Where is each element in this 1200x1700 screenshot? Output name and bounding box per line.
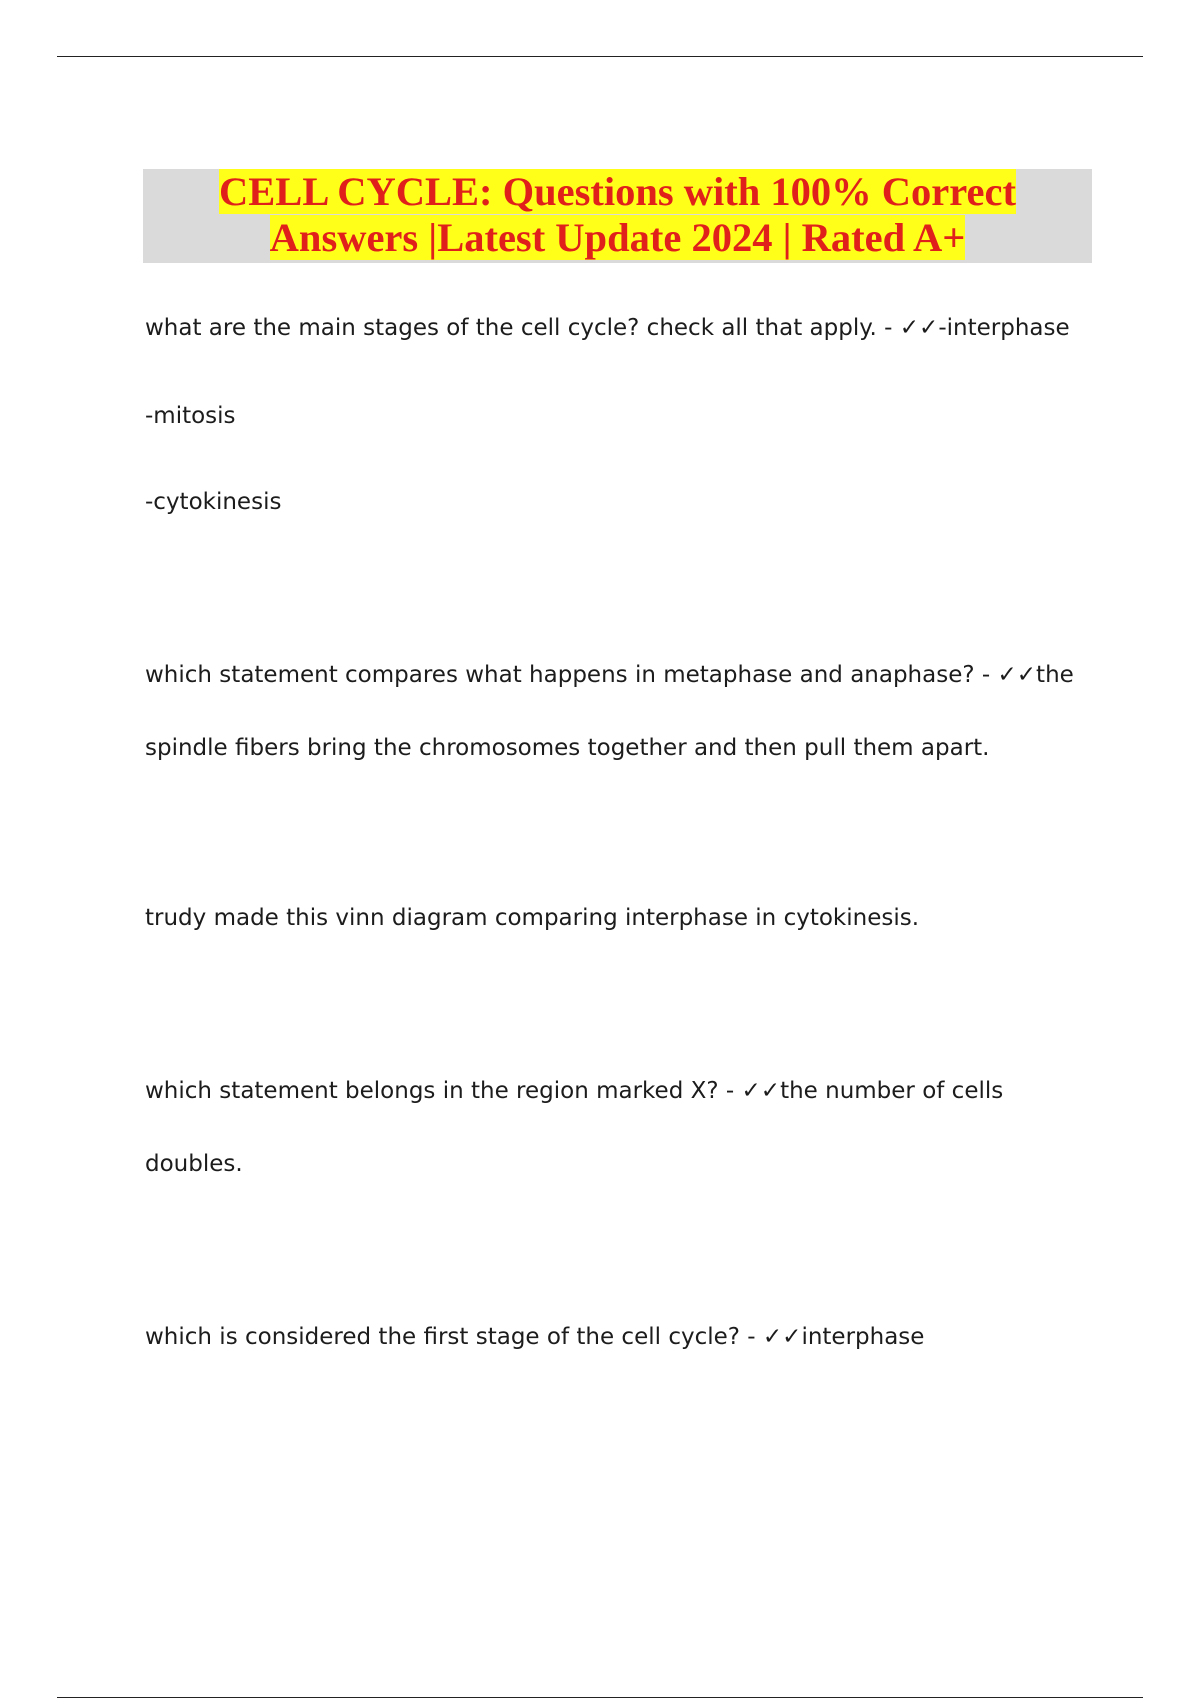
question-1	[145, 314, 1070, 342]
check-mark-icon: ✓✓	[762, 1324, 802, 1350]
answer-2-text: the	[1036, 662, 1074, 688]
answer-4-continuation: doubles.	[145, 1151, 243, 1177]
title-line-1	[143, 169, 1092, 215]
answer-2-continuation: spindle fibers bring the chromosomes together and then pull them apart.	[145, 735, 990, 761]
title-line-2-text: Answers |Latest Update 2024 | Rated A+	[269, 215, 966, 260]
check-mark-icon: ✓✓	[997, 662, 1037, 688]
statement-3: trudy made this vinn diagram comparing interphase in cytokinesis.	[145, 905, 920, 931]
question-5-text: which is considered the first stage of the cell cycle? -	[145, 1324, 763, 1350]
title-line-1-text: CELL CYCLE: Questions with 100% Correct	[219, 169, 1016, 214]
question-2-text: which statement compares what happens in metaphase and anaphase? -	[145, 662, 998, 688]
answer-1-line-2: -mitosis	[145, 403, 236, 429]
question-4-text: which statement belongs in the region marked X? -	[145, 1078, 742, 1104]
header-rule	[57, 56, 1143, 57]
answer-5-text: interphase	[801, 1324, 925, 1350]
question-4	[145, 1077, 1003, 1105]
footer-rule	[57, 1697, 1143, 1698]
answer-1-text: -interphase	[938, 315, 1070, 341]
question-2	[145, 661, 1074, 689]
check-mark-icon: ✓✓	[899, 315, 939, 341]
answer-4-text: the number of cells	[780, 1078, 1004, 1104]
check-mark-icon: ✓✓	[741, 1078, 781, 1104]
question-5	[145, 1323, 924, 1351]
question-1-text: what are the main stages of the cell cycle? check all that apply. -	[145, 315, 900, 341]
answer-1-line-3: -cytokinesis	[145, 489, 282, 515]
title-line-2	[143, 215, 1092, 261]
document-title	[143, 169, 1092, 263]
